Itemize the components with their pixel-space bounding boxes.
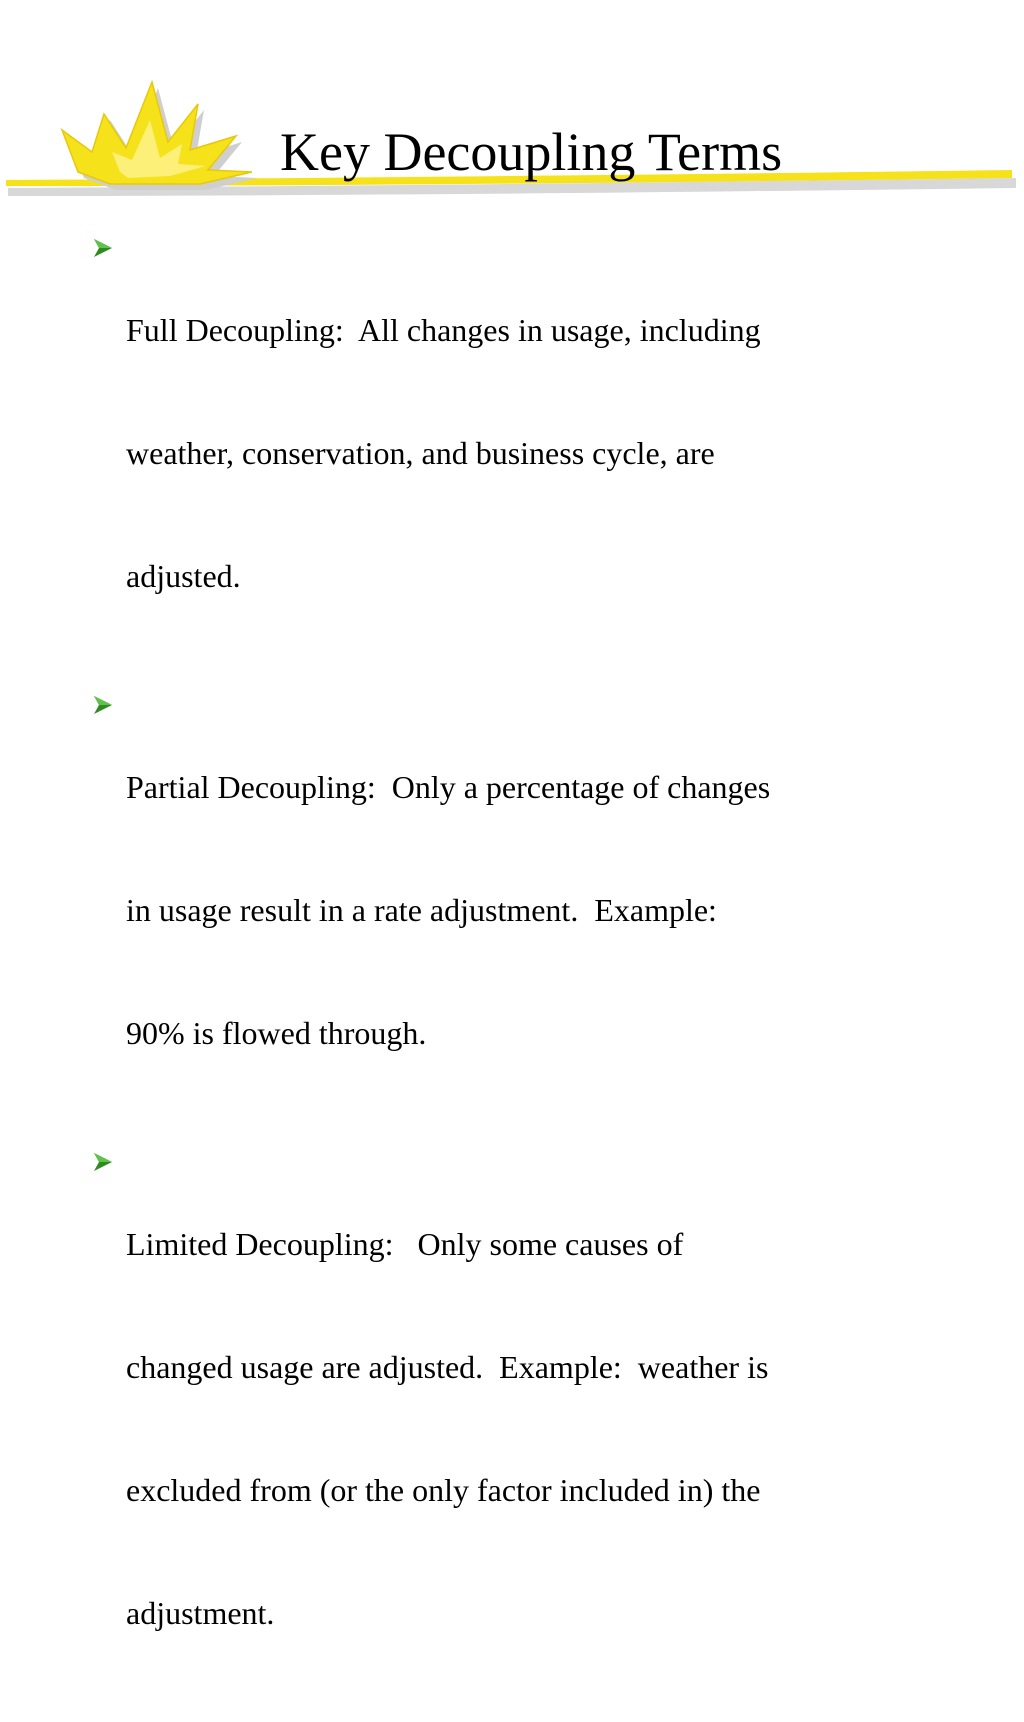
bullet-text (126, 685, 770, 1136)
bullet-line: weather, conservation, and business cycle, are (126, 435, 715, 471)
bullet-line: Limited Decoupling: Only some causes of (126, 1226, 684, 1262)
bullet-line: Full Decoupling: All changes in usage, including (126, 312, 761, 348)
green-arrowhead-icon (92, 685, 126, 725)
green-arrowhead-icon (92, 1142, 126, 1182)
bullet-line: adjustment. (126, 1595, 275, 1631)
bullet-item (92, 685, 942, 1136)
bullet-item (92, 1142, 942, 1716)
bullet-line: Partial Decoupling: Only a percentage of changes (126, 769, 771, 805)
bullet-line: excluded from (or the only factor included in) the (126, 1472, 761, 1508)
bullet-line: in usage result in a rate adjustment. Example: (126, 892, 717, 928)
bullet-text (126, 228, 761, 679)
bullet-item (92, 228, 942, 679)
bullet-line: 90% is flowed through. (126, 1015, 427, 1051)
bullet-list (92, 228, 942, 1722)
green-arrowhead-icon (92, 228, 126, 268)
bullet-line: adjusted. (126, 558, 241, 594)
bullet-line: changed usage are adjusted. Example: weather is (126, 1349, 769, 1385)
bullet-text (126, 1142, 768, 1716)
slide-title: Key Decoupling Terms (280, 122, 783, 182)
